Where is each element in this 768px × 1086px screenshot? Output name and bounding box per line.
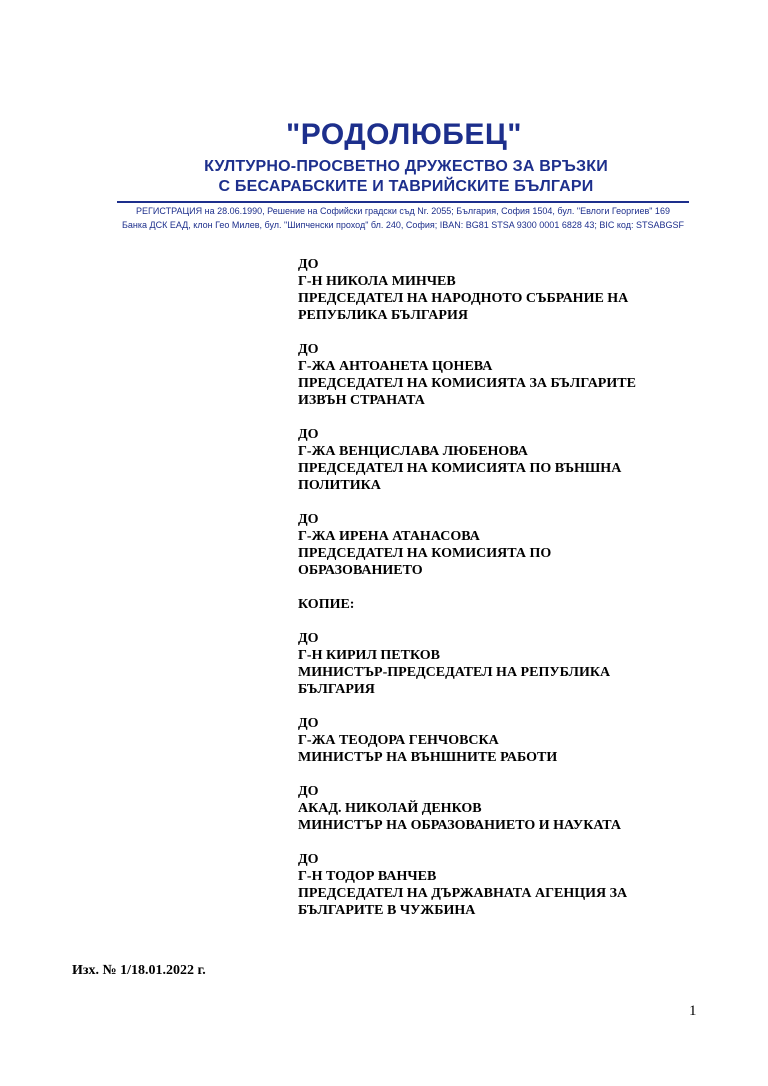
recipient-to: ДО — [298, 257, 319, 272]
recipient-block — [298, 256, 698, 324]
recipient-name: Г-Н НИКОЛА МИНЧЕВ — [298, 274, 456, 289]
recipient-to: ДО — [298, 512, 319, 527]
recipient-block — [298, 341, 698, 409]
recipient-to: ДО — [298, 631, 319, 646]
recipient-name: Г-ЖА ВЕНЦИСЛАВА ЛЮБЕНОВА — [298, 444, 528, 459]
recipients-list — [298, 256, 698, 936]
recipient-name: Г-ЖА АНТОАНЕТА ЦОНЕВА — [298, 359, 493, 374]
recipient-title: ПОЛИТИКА — [298, 478, 381, 493]
recipient-title: МИНИСТЪР-ПРЕДСЕДАТЕЛ НА РЕПУБЛИКА — [298, 665, 611, 680]
recipient-to: ДО — [298, 342, 319, 357]
recipient-to: ДО — [298, 427, 319, 442]
recipient-title: МИНИСТЪР НА ВЪНШНИТЕ РАБОТИ — [298, 750, 558, 765]
recipient-title: БЪЛГАРИЯ — [298, 682, 375, 697]
organization-name: "РОДОЛЮБЕЦ" — [286, 118, 522, 151]
organization-subtitle-line-2: С БЕСАРАБСКИТЕ И ТАВРИЙСКИТЕ БЪЛГАРИ — [218, 178, 594, 195]
recipient-to: ДО — [298, 784, 319, 799]
recipient-name: АКАД. НИКОЛАЙ ДЕНКОВ — [298, 801, 482, 816]
recipient-title: ПРЕДСЕДАТЕЛ НА НАРОДНОТО СЪБРАНИЕ НА — [298, 291, 629, 306]
recipient-title: ОБРАЗОВАНИЕТО — [298, 563, 423, 578]
recipient-title: БЪЛГАРИТЕ В ЧУЖБИНА — [298, 903, 476, 918]
letterhead-divider — [117, 201, 689, 203]
bank-details-line: Банка ДСК ЕАД, клон Гео Милев, бул. "Шипченски проход" бл. 240, София; IBAN: BG81 STSA 9300 0001 6828 43; BIC код: STSABGSF — [122, 220, 684, 230]
recipient-title: РЕПУБЛИКА БЪЛГАРИЯ — [298, 308, 468, 323]
copy-recipient-block — [298, 630, 698, 698]
registration-line: РЕГИСТРАЦИЯ на 28.06.1990, Решение на Софийски градски съд Nr. 2055; България, София 1504, бул. "Евлоги Георгиев" 169 — [136, 206, 670, 216]
recipient-name: Г-Н ТОДОР ВАНЧЕВ — [298, 869, 437, 884]
recipient-title: ИЗВЪН СТРАНАТА — [298, 393, 425, 408]
outgoing-number: Изх. № 1/18.01.2022 г. — [72, 963, 206, 978]
recipient-title: ПРЕДСЕДАТЕЛ НА КОМИСИЯТА ПО ВЪНШНА — [298, 461, 622, 476]
recipient-title: ПРЕДСЕДАТЕЛ НА КОМИСИЯТА ЗА БЪЛГАРИТЕ — [298, 376, 636, 391]
recipient-block — [298, 511, 698, 579]
organization-subtitle-line-1: КУЛТУРНО-ПРОСВЕТНО ДРУЖЕСТВО ЗА ВРЪЗКИ — [204, 158, 608, 175]
copies-label: КОПИЕ: — [298, 597, 355, 612]
recipient-name: Г-Н КИРИЛ ПЕТКОВ — [298, 648, 440, 663]
recipient-title: ПРЕДСЕДАТЕЛ НА ДЪРЖАВНАТА АГЕНЦИЯ ЗА — [298, 886, 628, 901]
recipient-title: МИНИСТЪР НА ОБРАЗОВАНИЕТО И НАУКАТА — [298, 818, 621, 833]
copy-recipient-block — [298, 851, 698, 919]
recipient-block — [298, 426, 698, 494]
recipient-title: ПРЕДСЕДАТЕЛ НА КОМИСИЯТА ПО — [298, 546, 552, 561]
recipient-name: Г-ЖА ТЕОДОРА ГЕНЧОВСКА — [298, 733, 499, 748]
recipient-to: ДО — [298, 716, 319, 731]
letterhead — [0, 0, 768, 240]
copy-recipient-block — [298, 715, 698, 766]
copy-recipient-block — [298, 783, 698, 834]
recipient-to: ДО — [298, 852, 319, 867]
page-number: 1 — [689, 1003, 697, 1019]
recipient-name: Г-ЖА ИРЕНА АТАНАСОВА — [298, 529, 480, 544]
